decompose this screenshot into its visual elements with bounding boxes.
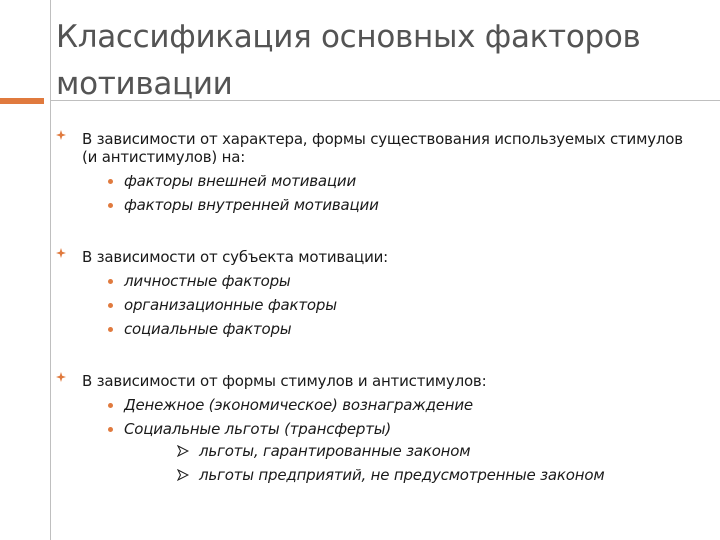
bullet-dot-icon	[108, 203, 113, 208]
arrow-bullet-icon	[177, 445, 189, 457]
vertical-rule	[50, 0, 51, 540]
bullet-dot-icon	[108, 427, 113, 432]
bullet-dot-icon	[108, 179, 113, 184]
list-item-text: факторы внешней мотивации	[124, 172, 356, 190]
accent-bar	[0, 98, 44, 104]
slide-title: Классификация основных факторов мотивации	[56, 19, 641, 102]
section-label: В зависимости от субъекта мотивации:	[82, 248, 389, 266]
list-item-text: личностные факторы	[124, 272, 291, 290]
section-label: В зависимости от формы стимулов и антистимулов:	[82, 372, 487, 390]
list-item-text: социальные факторы	[124, 320, 292, 338]
bullet-dot-icon	[108, 327, 113, 332]
diamond-bullet-icon	[56, 372, 66, 382]
nested-list-item-text: льготы, гарантированные законом	[199, 442, 471, 460]
nested-list-item-text: льготы предприятий, не предусмотренные законом	[199, 466, 605, 484]
bullet-dot-icon	[108, 303, 113, 308]
diamond-bullet-icon	[56, 248, 66, 258]
arrow-bullet-icon	[177, 469, 189, 481]
list-item-text: Социальные льготы (трансферты)	[124, 420, 392, 438]
diamond-bullet-icon	[56, 130, 66, 140]
bullet-dot-icon	[108, 279, 113, 284]
list-item-text: факторы внутренней мотивации	[124, 196, 379, 214]
list-item-text: Денежное (экономическое) вознаграждение	[124, 396, 473, 414]
section-label: В зависимости от характера, формы существования используемых стимулов (и антистимулов) на:	[82, 130, 683, 166]
bullet-dot-icon	[108, 403, 113, 408]
list-item-text: организационные факторы	[124, 296, 337, 314]
